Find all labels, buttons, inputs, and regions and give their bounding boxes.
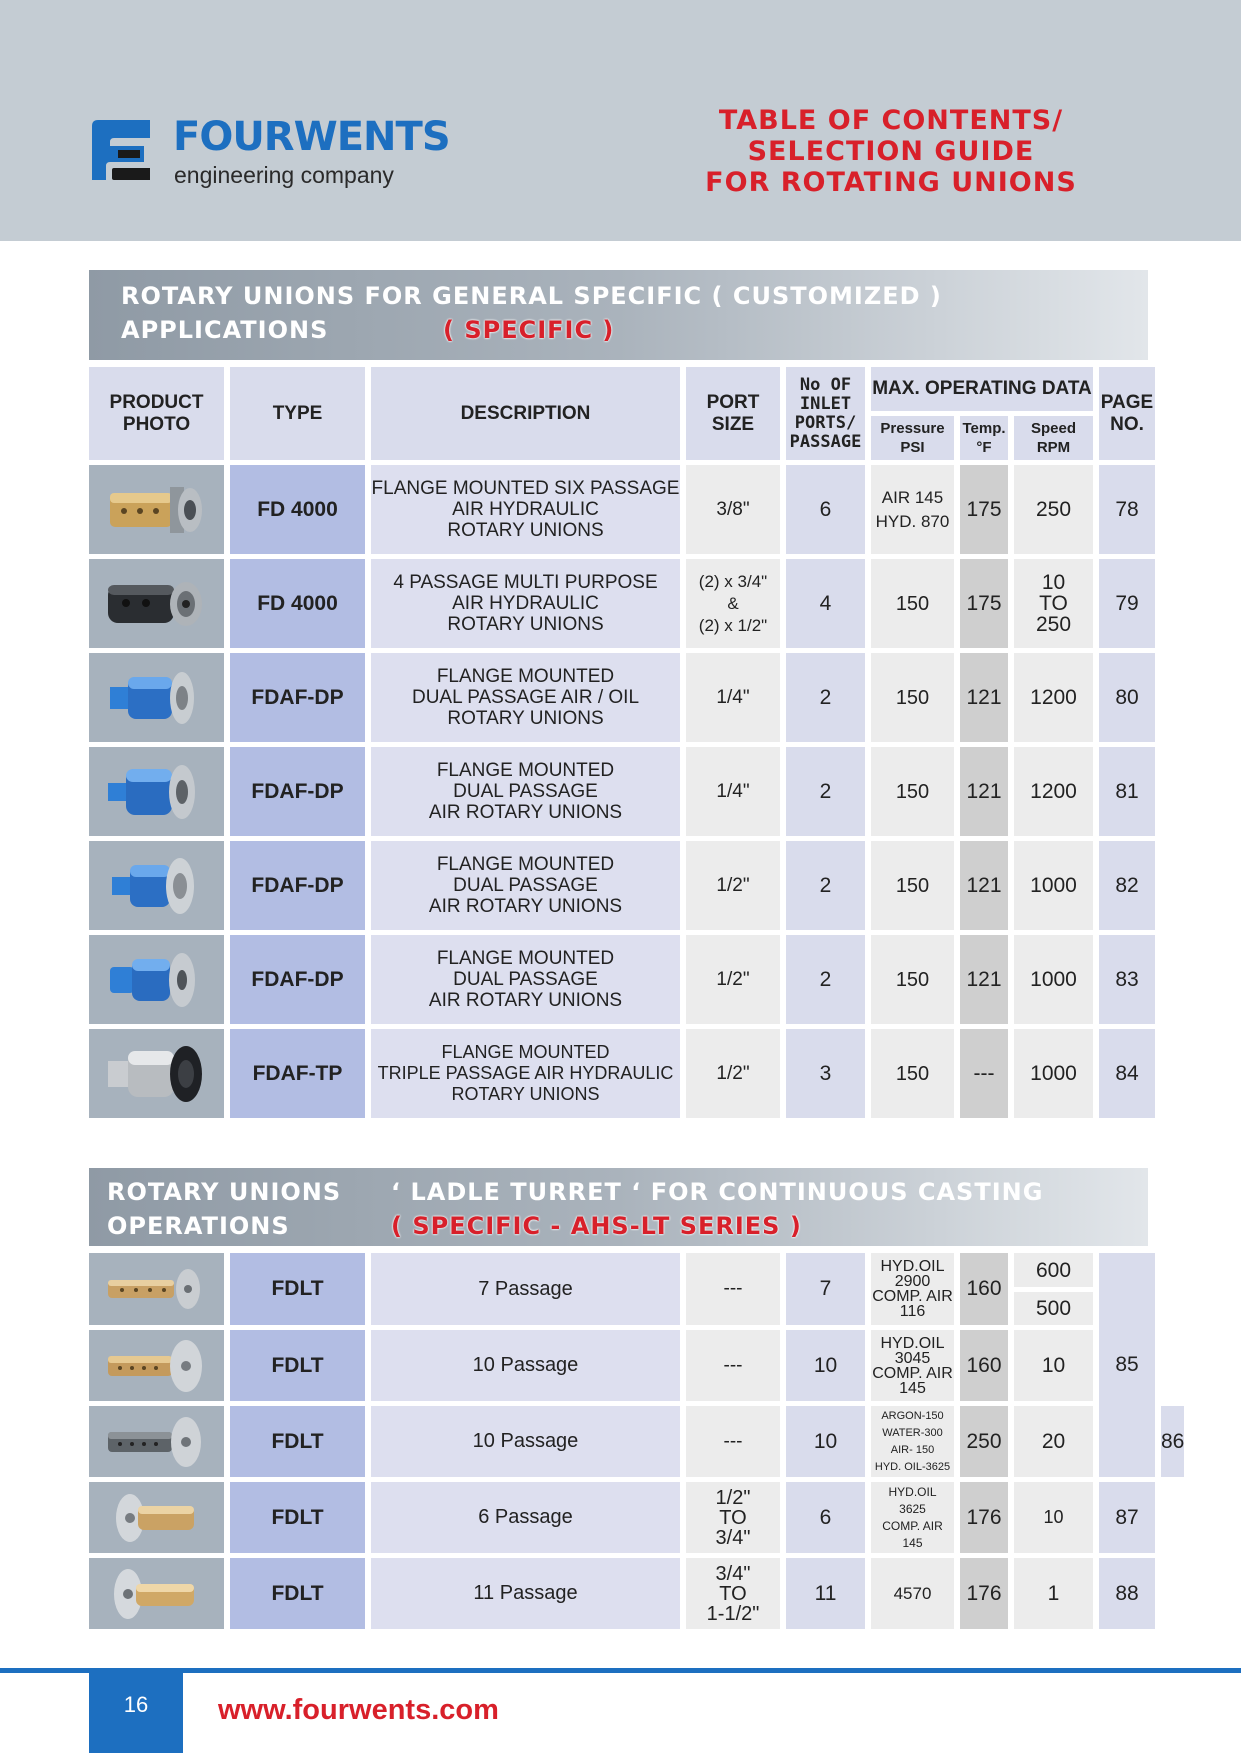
product-photo (89, 1406, 224, 1477)
row-speed: 1000 (1014, 935, 1093, 1024)
row-port-size: 1/4" (686, 653, 780, 742)
table-row (89, 465, 1155, 554)
row-pressure: 4570 (871, 1558, 954, 1629)
col-header-pressure: Pressure PSI (871, 416, 954, 460)
row-page-no: 80 (1099, 653, 1155, 742)
row-temp: 250 (960, 1406, 1008, 1477)
row-inlet-ports: 6 (786, 1482, 865, 1553)
blue-union-icon (102, 663, 212, 733)
row-speed: 1200 (1014, 653, 1093, 742)
row-inlet-ports: 4 (786, 559, 865, 648)
row-description: 4 PASSAGE MULTI PURPOSE AIR HYDRAULIC ROTARY UNIONS (371, 559, 680, 648)
ladle-turret-union-icon (102, 1412, 212, 1472)
table-row (89, 747, 1155, 836)
row-page-no: 82 (1099, 841, 1155, 930)
row-port-size: 1/2" TO 3/4" (686, 1482, 780, 1553)
blue-union-icon (102, 757, 212, 827)
row-pressure: HYD.OIL 2900 COMP. AIR 116 (871, 1253, 954, 1325)
section1-heading (89, 270, 1148, 360)
product-photo (89, 841, 224, 930)
row-page-no: 81 (1099, 747, 1155, 836)
website-link[interactable]: www.fourwents.com (218, 1694, 499, 1726)
col-header-type: TYPE (230, 367, 365, 460)
row-temp: 176 (960, 1558, 1008, 1629)
col-header-max-operating-data: MAX. OPERATING DATA (871, 367, 1093, 411)
row-port-size: 1/2" (686, 935, 780, 1024)
logo-tagline: engineering company (174, 162, 394, 188)
row-type: FDAF-DP (230, 841, 365, 930)
title-line: FOR ROTATING UNIONS (705, 167, 1077, 198)
row-pressure: AIR 145 HYD. 870 (871, 465, 954, 554)
table-row (89, 1029, 1155, 1118)
row-port-size: 1/2" (686, 841, 780, 930)
row-inlet-ports: 6 (786, 465, 865, 554)
logo-name: FOURWENTS (173, 114, 450, 160)
product-photo (89, 1029, 224, 1118)
row-temp: 176 (960, 1482, 1008, 1553)
product-photo (89, 653, 224, 742)
col-header-speed: Speed RPM (1014, 416, 1093, 460)
section1-heading-line1: ROTARY UNIONS FOR GENERAL SPECIFIC ( CUSTOMIZED ) (121, 282, 942, 310)
row-type: FDAF-DP (230, 747, 365, 836)
row-port-size: 1/4" (686, 747, 780, 836)
row-pressure: 150 (871, 841, 954, 930)
row-port-size: --- (686, 1253, 780, 1325)
row-temp: 160 (960, 1330, 1008, 1401)
row-page-no: 83 (1099, 935, 1155, 1024)
row-speed: 1200 (1014, 747, 1093, 836)
row-port-size: 1/2" (686, 1029, 780, 1118)
row-page-no: 86 (1161, 1406, 1184, 1477)
table-row (89, 1253, 1184, 1287)
row-pressure: ARGON-150 WATER-300 AIR- 150 HYD. OIL-3625 (871, 1406, 954, 1477)
row-temp: 175 (960, 465, 1008, 554)
col-header-port-size: PORT SIZE (686, 367, 780, 460)
row-page-no: 85 (1099, 1253, 1155, 1477)
brass-union-icon (102, 475, 212, 545)
row-description: 11 Passage (371, 1558, 680, 1629)
row-description: FLANGE MOUNTED SIX PASSAGE AIR HYDRAULIC ROTARY UNIONS (371, 465, 680, 554)
section1-heading-line2: APPLICATIONS (121, 316, 329, 344)
product-photo (89, 1253, 224, 1325)
table-row (89, 841, 1155, 930)
row-inlet-ports: 10 (786, 1330, 865, 1401)
product-photo (89, 935, 224, 1024)
row-page-no: 79 (1099, 559, 1155, 648)
page-title (631, 105, 1151, 198)
ladle-turret-union-icon (102, 1488, 212, 1548)
row-description: 10 Passage (371, 1406, 680, 1477)
row-port-size: 3/8" (686, 465, 780, 554)
row-speed: 600 (1014, 1253, 1093, 1287)
row-inlet-ports: 2 (786, 935, 865, 1024)
section1-heading-tag: ( SPECIFIC ) (443, 316, 615, 344)
product-photo (89, 747, 224, 836)
blue-union-icon (102, 851, 212, 921)
row-pressure: 150 (871, 935, 954, 1024)
row-description: FLANGE MOUNTED DUAL PASSAGE AIR ROTARY UNIONS (371, 841, 680, 930)
table-row (89, 1558, 1184, 1629)
row-type: FD 4000 (230, 465, 365, 554)
row-pressure: 150 (871, 559, 954, 648)
row-speed: 250 (1014, 465, 1093, 554)
row-inlet-ports: 2 (786, 841, 865, 930)
company-logo (88, 112, 488, 192)
row-temp: 175 (960, 559, 1008, 648)
col-header-page-no: PAGE NO. (1099, 367, 1155, 460)
section2-heading-line2: OPERATIONS (107, 1212, 290, 1240)
section2-heading (89, 1168, 1148, 1246)
section1-table (83, 362, 1161, 1123)
row-inlet-ports: 2 (786, 747, 865, 836)
row-type: FD 4000 (230, 559, 365, 648)
steel-union-icon (102, 1039, 212, 1109)
table-row (89, 653, 1155, 742)
row-type: FDLT (230, 1253, 365, 1325)
product-photo (89, 465, 224, 554)
table-row (89, 1406, 1184, 1477)
row-description: 6 Passage (371, 1482, 680, 1553)
row-speed: 20 (1014, 1406, 1093, 1477)
product-photo (89, 1330, 224, 1401)
ladle-turret-union-icon (102, 1564, 212, 1624)
product-photo (89, 559, 224, 648)
title-line: TABLE OF CONTENTS/ (718, 105, 1064, 136)
table-row (89, 1482, 1184, 1553)
row-temp: 121 (960, 653, 1008, 742)
blue-union-icon (102, 945, 212, 1015)
row-type: FDLT (230, 1482, 365, 1553)
col-header-temp: Temp. °F (960, 416, 1008, 460)
col-header-description: DESCRIPTION (371, 367, 680, 460)
row-temp: 121 (960, 747, 1008, 836)
col-header-photo: PRODUCT PHOTO (89, 367, 224, 460)
row-temp: 160 (960, 1253, 1008, 1325)
row-type: FDAF-TP (230, 1029, 365, 1118)
row-description: FLANGE MOUNTED DUAL PASSAGE AIR ROTARY UNIONS (371, 747, 680, 836)
row-page-no: 88 (1099, 1558, 1155, 1629)
row-page-no: 87 (1099, 1482, 1155, 1553)
row-temp: 121 (960, 935, 1008, 1024)
row-inlet-ports: 10 (786, 1406, 865, 1477)
footer-rule (0, 1668, 1241, 1673)
section2-heading-tag: ( SPECIFIC - AHS-LT SERIES ) (391, 1212, 802, 1240)
section2-heading-line1b: ‘ LADLE TURRET ‘ FOR CONTINUOUS CASTING (391, 1178, 1044, 1206)
table-row (89, 1330, 1184, 1401)
product-photo (89, 1558, 224, 1629)
row-inlet-ports: 11 (786, 1558, 865, 1629)
row-speed: 1 (1014, 1558, 1093, 1629)
row-port-size: --- (686, 1330, 780, 1401)
row-inlet-ports: 2 (786, 653, 865, 742)
row-speed: 10 TO 250 (1014, 559, 1093, 648)
ladle-turret-union-icon (102, 1336, 212, 1396)
row-page-no: 78 (1099, 465, 1155, 554)
row-pressure: HYD.OIL 3045 COMP. AIR 145 (871, 1330, 954, 1401)
row-speed: 10 (1014, 1482, 1093, 1553)
row-description: FLANGE MOUNTED DUAL PASSAGE AIR ROTARY UNIONS (371, 935, 680, 1024)
row-inlet-ports: 3 (786, 1029, 865, 1118)
row-speed: 500 (1014, 1292, 1093, 1325)
row-type: FDAF-DP (230, 653, 365, 742)
row-inlet-ports: 7 (786, 1253, 865, 1325)
row-temp: 121 (960, 841, 1008, 930)
row-speed: 1000 (1014, 841, 1093, 930)
row-port-size: --- (686, 1406, 780, 1477)
row-type: FDLT (230, 1406, 365, 1477)
table-row (89, 935, 1155, 1024)
row-pressure: 150 (871, 747, 954, 836)
row-speed: 10 (1014, 1330, 1093, 1401)
row-port-size: (2) x 3/4" & (2) x 1/2" (686, 559, 780, 648)
row-pressure: HYD.OIL 3625 COMP. AIR 145 (871, 1482, 954, 1553)
row-type: FDLT (230, 1558, 365, 1629)
row-description: FLANGE MOUNTED TRIPLE PASSAGE AIR HYDRAULIC ROTARY UNIONS (371, 1029, 680, 1118)
section2-table (83, 1248, 1190, 1634)
row-temp: --- (960, 1029, 1008, 1118)
col-header-inlet-ports: No OF INLET PORTS/ PASSAGE (786, 367, 865, 460)
row-pressure: 150 (871, 653, 954, 742)
title-line: SELECTION GUIDE (747, 136, 1035, 167)
row-page-no: 84 (1099, 1029, 1155, 1118)
row-port-size: 3/4" TO 1-1/2" (686, 1558, 780, 1629)
section2-heading-line1a: ROTARY UNIONS (107, 1178, 342, 1206)
row-description: FLANGE MOUNTED DUAL PASSAGE AIR / OIL ROTARY UNIONS (371, 653, 680, 742)
row-type: FDAF-DP (230, 935, 365, 1024)
row-speed: 1000 (1014, 1029, 1093, 1118)
ladle-turret-union-icon (102, 1264, 212, 1314)
row-type: FDLT (230, 1330, 365, 1401)
fourwents-logo-icon (88, 116, 156, 184)
row-pressure: 150 (871, 1029, 954, 1118)
row-description: 10 Passage (371, 1330, 680, 1401)
page-number: 16 (89, 1668, 183, 1753)
black-union-icon (102, 569, 212, 639)
row-description: 7 Passage (371, 1253, 680, 1325)
table-row (89, 559, 1155, 648)
product-photo (89, 1482, 224, 1553)
